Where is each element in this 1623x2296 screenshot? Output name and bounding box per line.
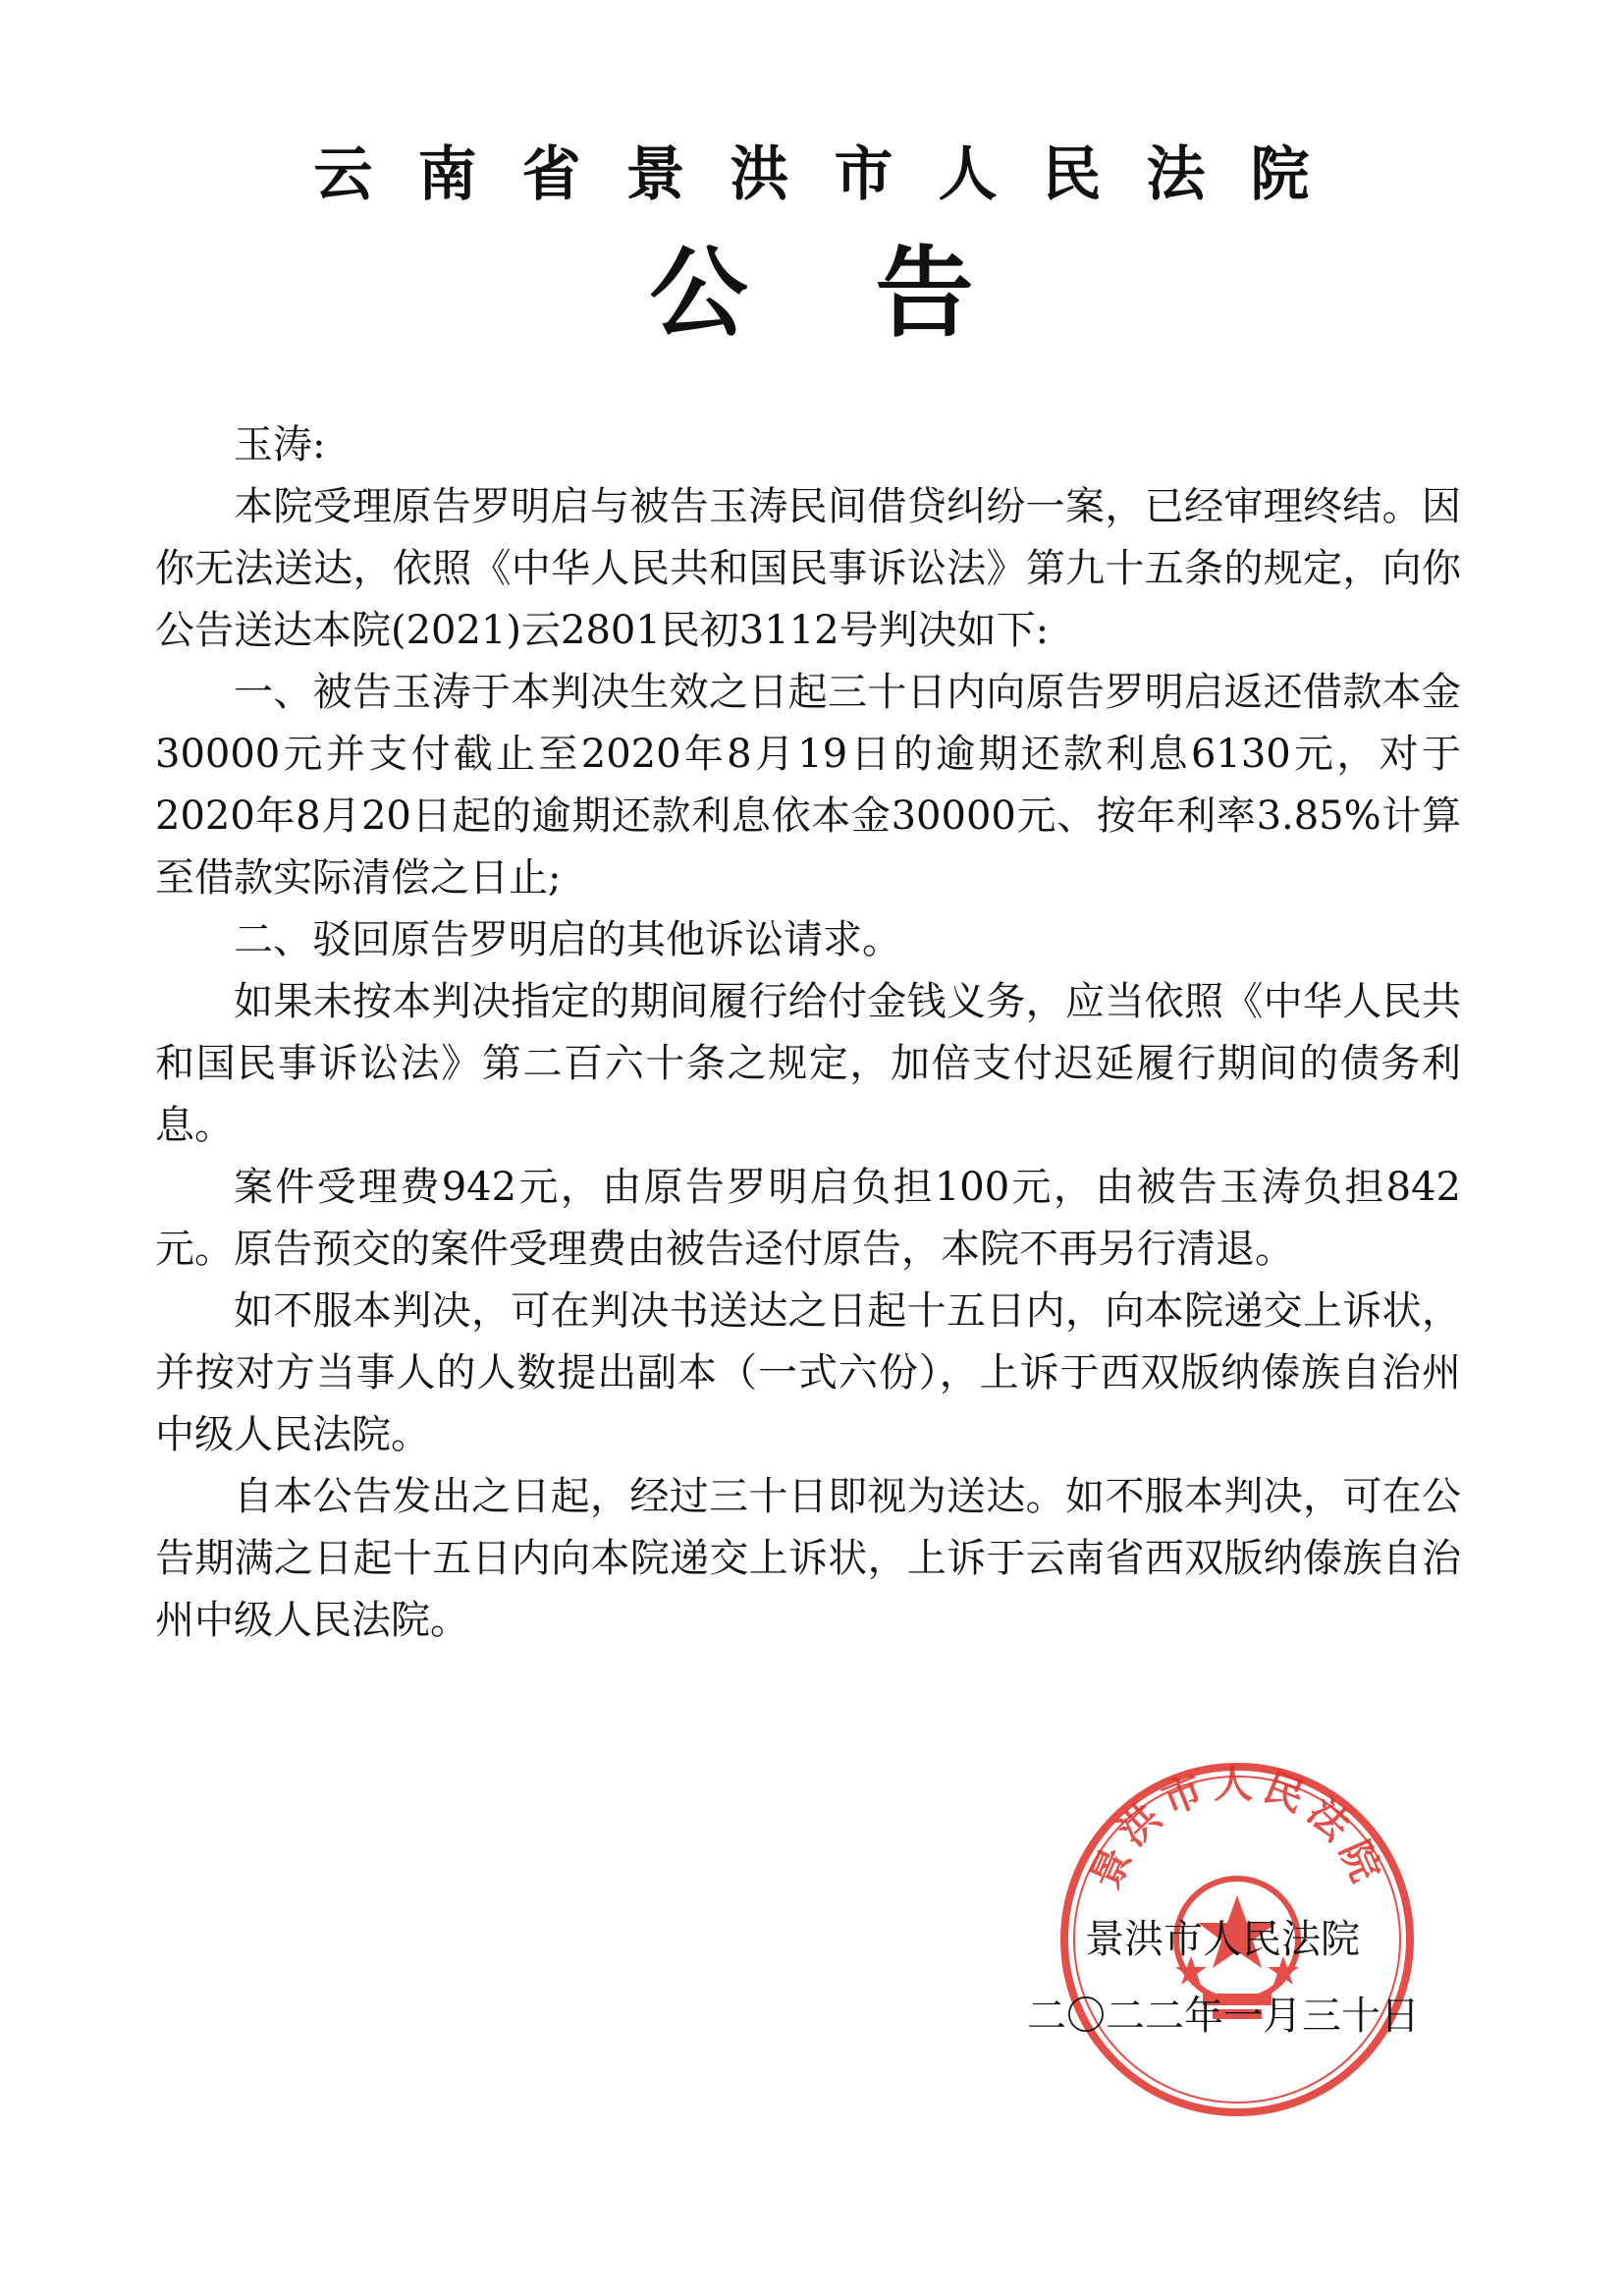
paragraph-judgment-item-1: 一、被告玉涛于本判决生效之日起三十日内向原告罗明启返还借款本金30000元并支付截止至2020年8月19日的逾期还款利息6130元，对于2020年8月20日起的逾期还款利息依本金30000元、按年利率3.85%计算至借款实际清偿之日止; [155, 670, 1461, 901]
paragraph-delay-interest: 如果未按本判决指定的期间履行给付金钱义务，应当依照《中华人民共和国民事诉讼法》第二百六十条之规定，加倍支付迟延履行期间的债务利息。 [155, 979, 1461, 1148]
paragraph-appeal-rights: 如不服本判决，可在判决书送达之日起十五日内，向本院递交上诉状，并按对方当事人的人数提出副本（一式六份），上诉于西双版纳傣族自治州中级人民法院。 [155, 1288, 1461, 1457]
paragraph-case-intro: 本院受理原告罗明启与被告玉涛民间借贷纠纷一案，已经审理终结。因你无法送达，依照《中华人民共和国民事诉讼法》第九十五条的规定，向你公告送达本院(2021)云2801民初3112号判决如下: [155, 484, 1461, 653]
paragraph-judgment-item-2: 二、驳回原告罗明启的其他诉讼请求。 [234, 917, 901, 962]
paragraph-court-fees: 案件受理费942元，由原告罗明启负担100元，由被告玉涛负担842元。原告预交的案件受理费由被告迳付原告，本院不再另行清退。 [155, 1165, 1461, 1272]
court-name-heading: 云南省景洪市人民法院 [313, 140, 1355, 209]
addressee: 玉涛: [234, 422, 326, 467]
seal-text: 景洪市人民法院 [1082, 1761, 1392, 1896]
signature-date: 二〇二二年一月三十日 [1027, 1994, 1420, 2039]
svg-text:景洪市人民法院 [1082, 1761, 1392, 1895]
notice-body [155, 414, 1461, 1652]
signature-court: 景洪市人民法院 [1085, 1917, 1360, 1962]
paragraph-service-notice: 自本公告发出之日起，经过三十日即视为送达。如不服本判决，可在公告期满之日起十五日内向本院递交上诉状，上诉于云南省西双版纳傣族自治州中级人民法院。 [155, 1474, 1461, 1643]
document-type-heading: 公告 [649, 235, 1102, 351]
